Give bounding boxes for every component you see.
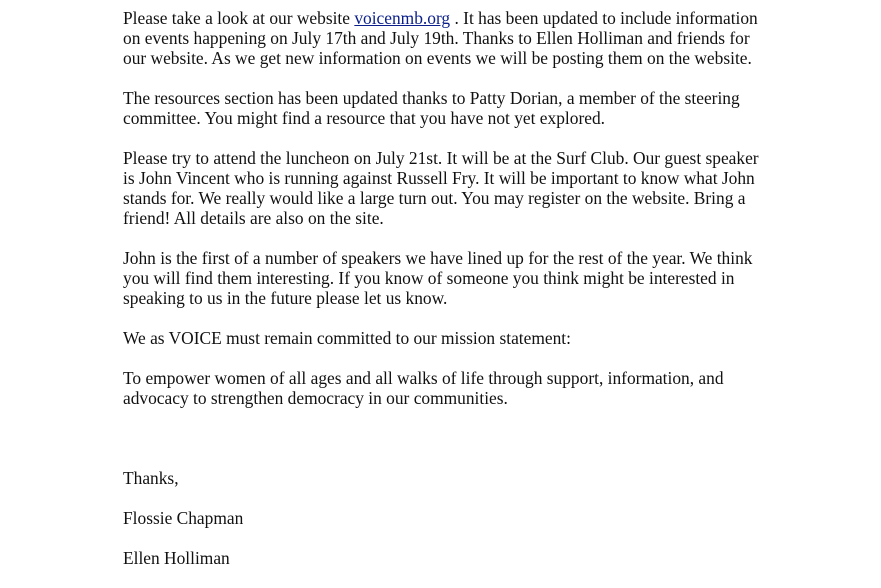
paragraph-resources: The resources section has been updated thanks to Patty Dorian, a member of the steering committee. You might find a resource that you have not yet explored. xyxy=(123,88,740,128)
website-intro-text: Please take a look at our website xyxy=(123,8,355,28)
spacer xyxy=(123,428,763,468)
website-link[interactable]: voicenmb.org xyxy=(354,8,451,28)
paragraph-mission-intro: We as VOICE must remain committed to our mission statement: xyxy=(123,328,571,348)
paragraph-website-update xyxy=(123,8,763,68)
signer-name: Flossie Chapman xyxy=(123,508,244,528)
website-update-text: . It has been updated to include information on events happening on July 17th and July 19th. Thanks to Ellen Holliman and friends for our website. As we get new information on events we will be posting them on the website. xyxy=(123,8,758,68)
paragraph-speakers: John is the first of a number of speakers we have lined up for the rest of the year. We think you will find them interesting. If you know of someone you think might be interested in speaking to us in the future please let us know. xyxy=(123,248,753,308)
paragraph-luncheon: Please try to attend the luncheon on July 21st. It will be at the Surf Club. Our guest speaker is John Vincent who is running against Russell Fry. It will be important to know what John stands for. We really would like a large turn out. You may register on the website. Bring a friend! All details are also on the site. xyxy=(123,148,759,228)
letter-body xyxy=(123,8,763,588)
closing: Thanks, xyxy=(123,468,179,488)
signer-name: Ellen Holliman xyxy=(123,548,230,568)
mission-statement: To empower women of all ages and all walks of life through support, information, and advocacy to strengthen democracy in our communities. xyxy=(123,368,724,408)
